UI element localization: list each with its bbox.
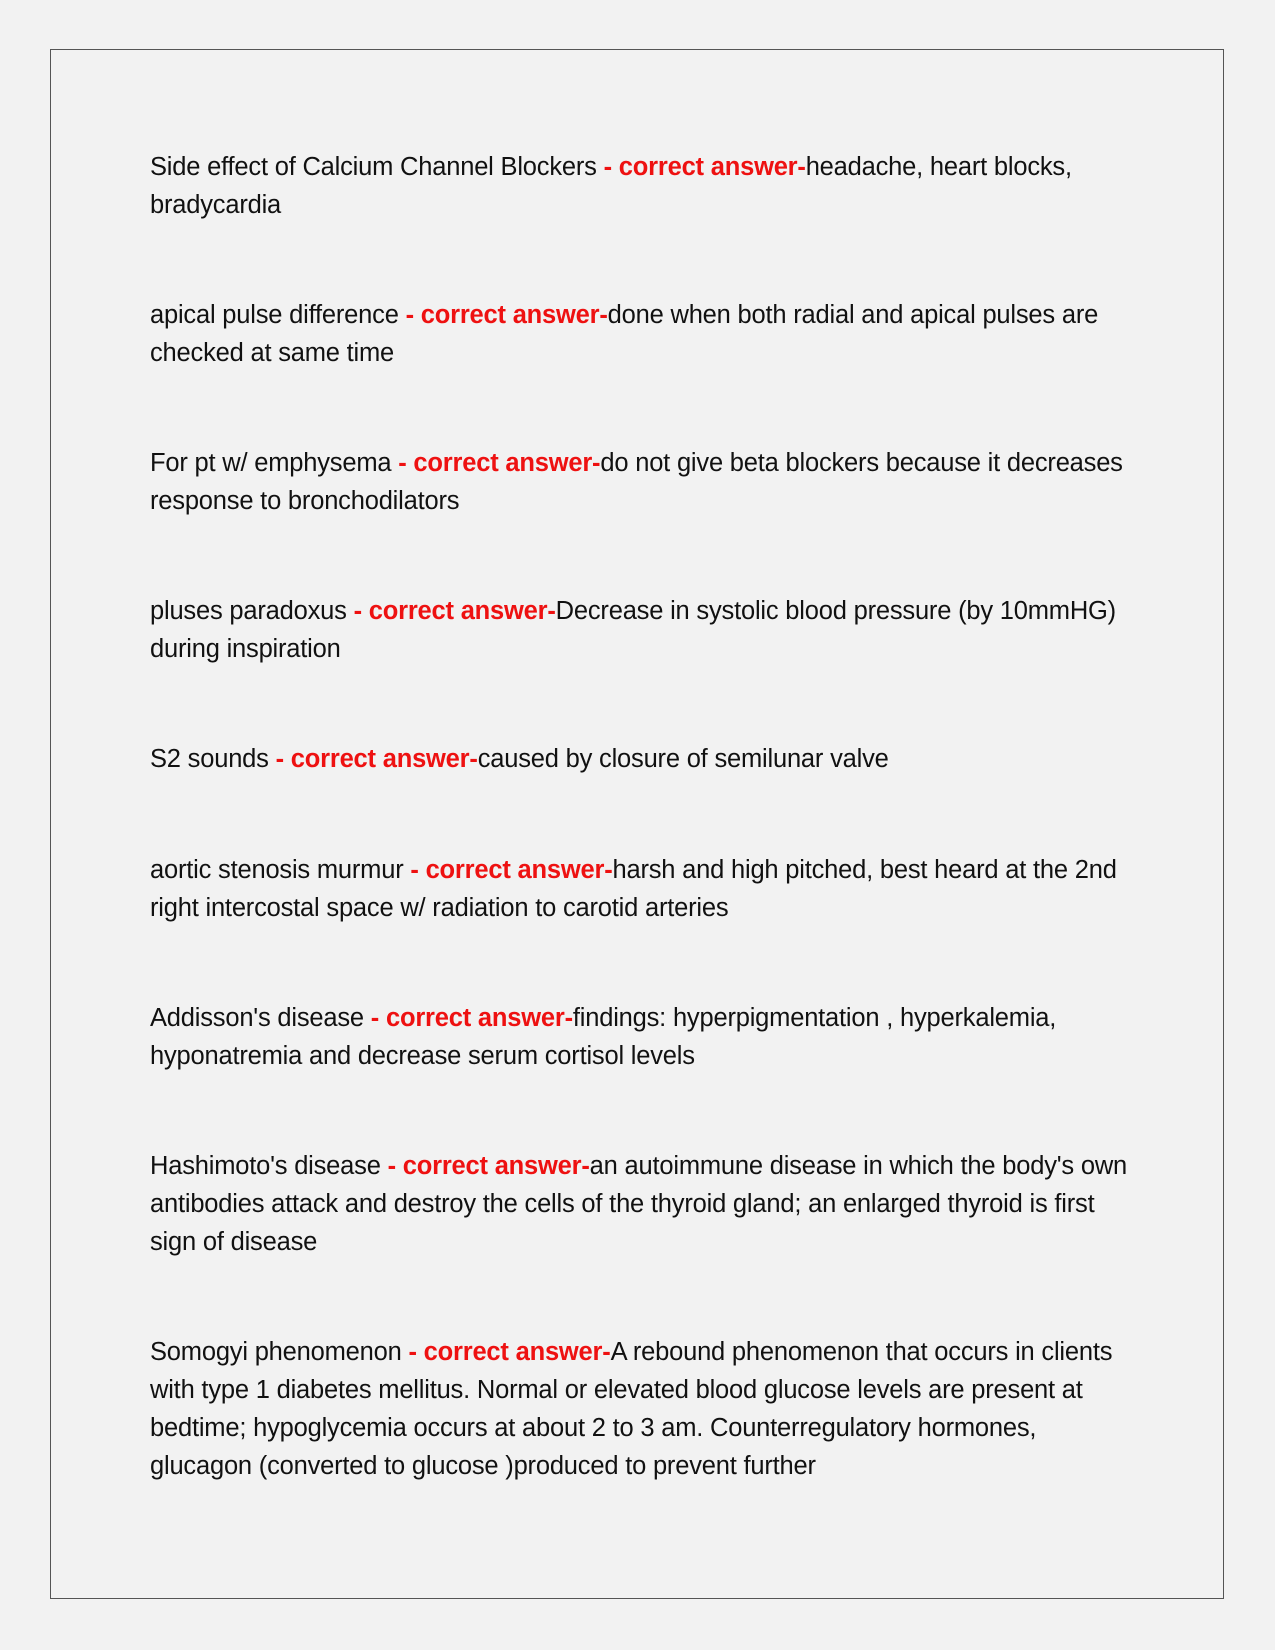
qa-item xyxy=(150,740,1140,778)
qa-answer: findings: hyperpigmentation , hyperkalemia, hyponatremia and decrease serum cortisol levels xyxy=(150,1004,1057,1070)
correct-answer-separator: - correct answer- xyxy=(380,1152,590,1180)
qa-term: Side effect of Calcium Channel Blockers xyxy=(150,153,597,181)
qa-term: pluses paradoxus xyxy=(150,597,347,625)
qa-answer: an autoimmune disease in which the body's own antibodies attack and destroy the cells of the thyroid gland; an enlarged thyroid is first sign of disease xyxy=(150,1152,1128,1256)
qa-term: S2 sounds xyxy=(150,745,269,773)
qa-answer: caused by closure of semilunar valve xyxy=(477,745,889,773)
correct-answer-separator: - correct answer- xyxy=(401,1338,611,1366)
qa-term: Somogyi phenomenon xyxy=(150,1338,402,1366)
correct-answer-separator: - correct answer- xyxy=(346,597,556,625)
qa-answer: headache, heart blocks, bradycardia xyxy=(150,153,1072,219)
qa-answer: do not give beta blockers because it decreases response to bronchodilators xyxy=(150,449,1123,515)
qa-term: apical pulse difference xyxy=(150,301,399,329)
correct-answer-separator: - correct answer- xyxy=(403,856,613,884)
qa-item xyxy=(150,148,1140,224)
qa-answer: A rebound phenomenon that occurs in clients with type 1 diabetes mellitus. Normal or elevated blood glucose levels are present at bedtime; hypoglycemia occurs at about 2 to 3 am. Counterregulatory hormones, glucagon (converted to glucose )produced to prevent further xyxy=(150,1338,1113,1480)
qa-term: aortic stenosis murmur xyxy=(150,856,404,884)
correct-answer-separator: - correct answer- xyxy=(596,153,806,181)
qa-item xyxy=(150,999,1140,1075)
qa-answer: harsh and high pitched, best heard at the 2nd right intercostal space w/ radiation to carotid arteries xyxy=(150,856,1117,922)
correct-answer-separator: - correct answer- xyxy=(398,301,608,329)
qa-item xyxy=(150,592,1140,668)
correct-answer-separator: - correct answer- xyxy=(268,745,478,773)
correct-answer-separator: - correct answer- xyxy=(363,1004,573,1032)
qa-item xyxy=(150,444,1140,520)
qa-item xyxy=(150,296,1140,372)
qa-answer: done when both radial and apical pulses are checked at same time xyxy=(150,301,1099,367)
flashcard-list xyxy=(150,148,1140,1557)
qa-item xyxy=(150,1147,1140,1261)
qa-item xyxy=(150,851,1140,927)
qa-term: Hashimoto's disease xyxy=(150,1152,381,1180)
qa-item xyxy=(150,1333,1140,1485)
qa-answer: Decrease in systolic blood pressure (by 10mmHG) during inspiration xyxy=(150,597,1116,663)
qa-term: For pt w/ emphysema xyxy=(150,449,392,477)
qa-term: Addisson's disease xyxy=(150,1004,364,1032)
correct-answer-separator: - correct answer- xyxy=(391,449,601,477)
